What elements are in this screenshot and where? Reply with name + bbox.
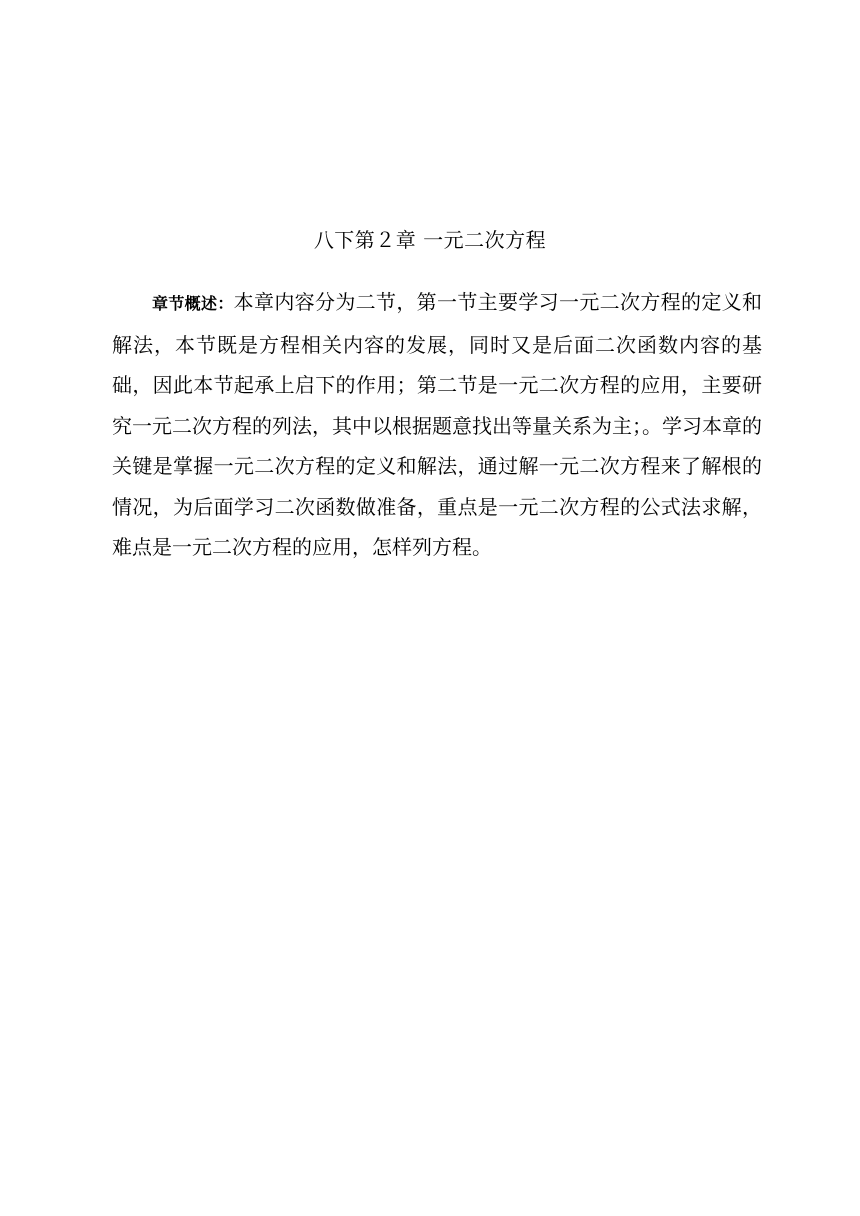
chapter-overview-paragraph: [112, 282, 762, 568]
overview-label: 章节概述：: [152, 294, 234, 313]
overview-text: 本章内容分为二节，第一节主要学习一元二次方程的定义和解法，本节既是方程相关内容的发展，同时又是后面二次函数内容的基础，因此本节起承上启下的作用；第二节是一元二次方程的应用，主要研究一元二次方程的列法，其中以根据题意找出等量关系为主；。学习本章的关键是掌握一元二次方程的定义和解法，通过解一元二次方程来了解根的情况，为后面学习二次函数做准备，重点是一元二次方程的公式法求解，难点是一元二次方程的应用，怎样列方程。: [112, 290, 762, 559]
chapter-title: 八下第２章 一元二次方程: [313, 228, 547, 252]
